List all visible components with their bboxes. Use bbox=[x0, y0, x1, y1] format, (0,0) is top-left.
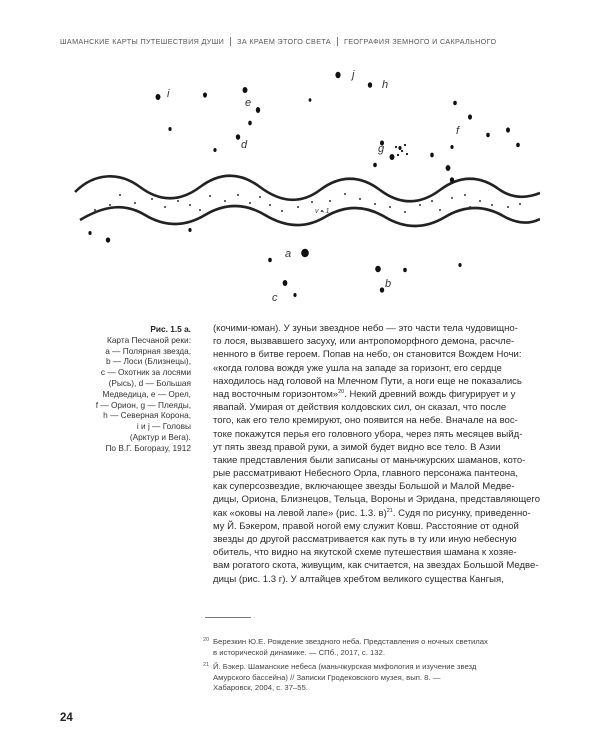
footnote-line: Березкин Ю.Е. Рождение звездного неба. Представления о ночных светилах bbox=[213, 637, 488, 646]
footnote-20 bbox=[203, 637, 513, 658]
label-g: g bbox=[378, 143, 385, 155]
header-section-3: ГЕОГРАФИЯ ЗЕМНОГО И САКРАЛЬНОГО bbox=[343, 37, 497, 46]
page-number: 24 bbox=[60, 712, 73, 724]
header-divider bbox=[337, 37, 338, 46]
star-map-illustration bbox=[60, 55, 540, 320]
text-line: «когда голова вождя уже ушла на западе за горизонт, его сердце bbox=[213, 362, 502, 374]
text-line: явапай. Умирая от действия колдовских сил, он сказал, что после bbox=[213, 402, 507, 414]
caption-line: По В.Г. Богоразу, 1912 bbox=[105, 442, 191, 453]
text-line: (кочими-юман). У зуньи звездное небо — это части тела чудовищно- bbox=[213, 323, 518, 334]
text-line: как «оковы на левой лапе» (рис. 1.3. в)$^{21}$. Судя по рисунку, приведенно- bbox=[213, 507, 531, 519]
label-b: b bbox=[385, 278, 392, 290]
footnote-number: 21 bbox=[203, 662, 210, 668]
text-line: дицы, Ориона, Близнецов, Тельца, Вороны и Эридана, представляющего bbox=[213, 494, 541, 506]
footnote-ref-21[interactable]: 21 bbox=[386, 507, 393, 514]
text-line: ут пять звезд правой руки, а зимой будет видно все тело. В Азии bbox=[213, 441, 501, 453]
footnote-line: Й. Бэкер. Шаманские небеса (маньчжурская мифология и изучение звезд bbox=[213, 662, 477, 671]
label-f: f bbox=[456, 125, 460, 137]
caption-title: Рис. 1.5 а. bbox=[150, 324, 191, 334]
text-line: того, как его тело кремируют, оно появится на небе. Вначале на вос- bbox=[213, 415, 518, 427]
caption-line: (Арктур и Вега). bbox=[129, 431, 191, 442]
label-d: d bbox=[241, 139, 248, 151]
header-section-1: ШАМАНСКИЕ КАРТЫ ПУТЕШЕСТВИЯ ДУШИ bbox=[60, 37, 225, 46]
caption-line: h — Северная Корона, bbox=[103, 410, 191, 421]
text-line: над восточным горизонтом»$^{20}$. Некий древний вождь фигурирует и у bbox=[213, 388, 516, 400]
text-line: му Й. Бэкером, правой ногой ему служит Ковш. Расстояние от одной bbox=[213, 520, 519, 532]
main-text bbox=[213, 322, 555, 586]
text-line: токе покажутся перья его головного убора, через пять месяцев выйд- bbox=[213, 428, 523, 440]
caption-line: f — Орион, g — Плеяды, bbox=[95, 399, 191, 410]
star-dots bbox=[88, 72, 519, 297]
caption-line: (Рысь), d — Большая bbox=[108, 377, 191, 388]
label-i: i bbox=[167, 88, 170, 100]
running-header bbox=[60, 37, 560, 46]
footnote-line: в исторической динамике. — СПб., 2017, с. 132. bbox=[213, 647, 385, 657]
pleiades-cluster bbox=[395, 144, 408, 156]
sand-river-star-map bbox=[60, 55, 540, 320]
footnote-21 bbox=[203, 662, 513, 694]
caption-line: Карта Песчаной реки: bbox=[106, 334, 191, 345]
text-line: звезды до другой рассматривается как путь в ту или иную небесную bbox=[213, 534, 517, 545]
label-e: e bbox=[245, 97, 252, 109]
text-line: обитель, что видно на якутской схеме путешествия шамана к хозяе- bbox=[213, 547, 517, 559]
caption-line: Медведица, e — Орел, bbox=[102, 388, 191, 399]
footnote-line: Амурского бассейна) // Записки Гродековского музея, вып. 8. — bbox=[213, 672, 441, 682]
label-h: h bbox=[382, 79, 389, 91]
footnote-line: Хабаровск, 2004, с. 37–55. bbox=[213, 683, 308, 693]
river-upper-line bbox=[75, 176, 540, 202]
text-line: ненного в битве героем. Попав на небо, он становится Вождем Ночи: bbox=[213, 349, 522, 361]
footnote-divider bbox=[205, 617, 251, 618]
text-line: как суперсозвездие, включающее звезды Большой и Малой Медве- bbox=[213, 481, 515, 493]
caption-line: i и j — Головы bbox=[136, 421, 191, 432]
header-divider bbox=[230, 37, 231, 46]
caption-line: a — Полярная звезда, bbox=[105, 345, 191, 356]
caption-line: b — Лоси (Близнецы), bbox=[105, 356, 191, 367]
footnote-ref-20[interactable]: 20 bbox=[338, 388, 345, 395]
label-a: a bbox=[285, 248, 292, 260]
text-line: вам рогатого скота, живущим, как считается, на звездах Большой Медве- bbox=[213, 560, 539, 572]
figure-caption bbox=[58, 324, 191, 454]
text-line: дицы (рис. 1.3 г). У алтайцев хребтом великого существа Кангыя, bbox=[213, 573, 504, 585]
text-line: находилось над головой на Млечном Пути, а ноги еще не показались bbox=[213, 375, 522, 387]
footnote-number: 20 bbox=[203, 637, 210, 643]
caption-line: c — Охотник за лосями bbox=[100, 367, 191, 378]
label-c: c bbox=[272, 292, 278, 304]
text-line: рые рассматривают Небесного Орла, главного персонажа пантеона, bbox=[213, 468, 518, 480]
river-annotation: v→1 bbox=[315, 208, 330, 215]
text-line: такие представления были записаны от маньчжурских шаманов, кото- bbox=[213, 454, 526, 466]
river-lower-line bbox=[80, 206, 540, 226]
label-j: j bbox=[352, 69, 355, 81]
text-line: го лося, вызвавшего засуху, или антропоморфного демона, расчле- bbox=[213, 336, 515, 348]
header-section-2: ЗА КРАЕМ ЭТОГО СВЕТА bbox=[237, 37, 331, 46]
